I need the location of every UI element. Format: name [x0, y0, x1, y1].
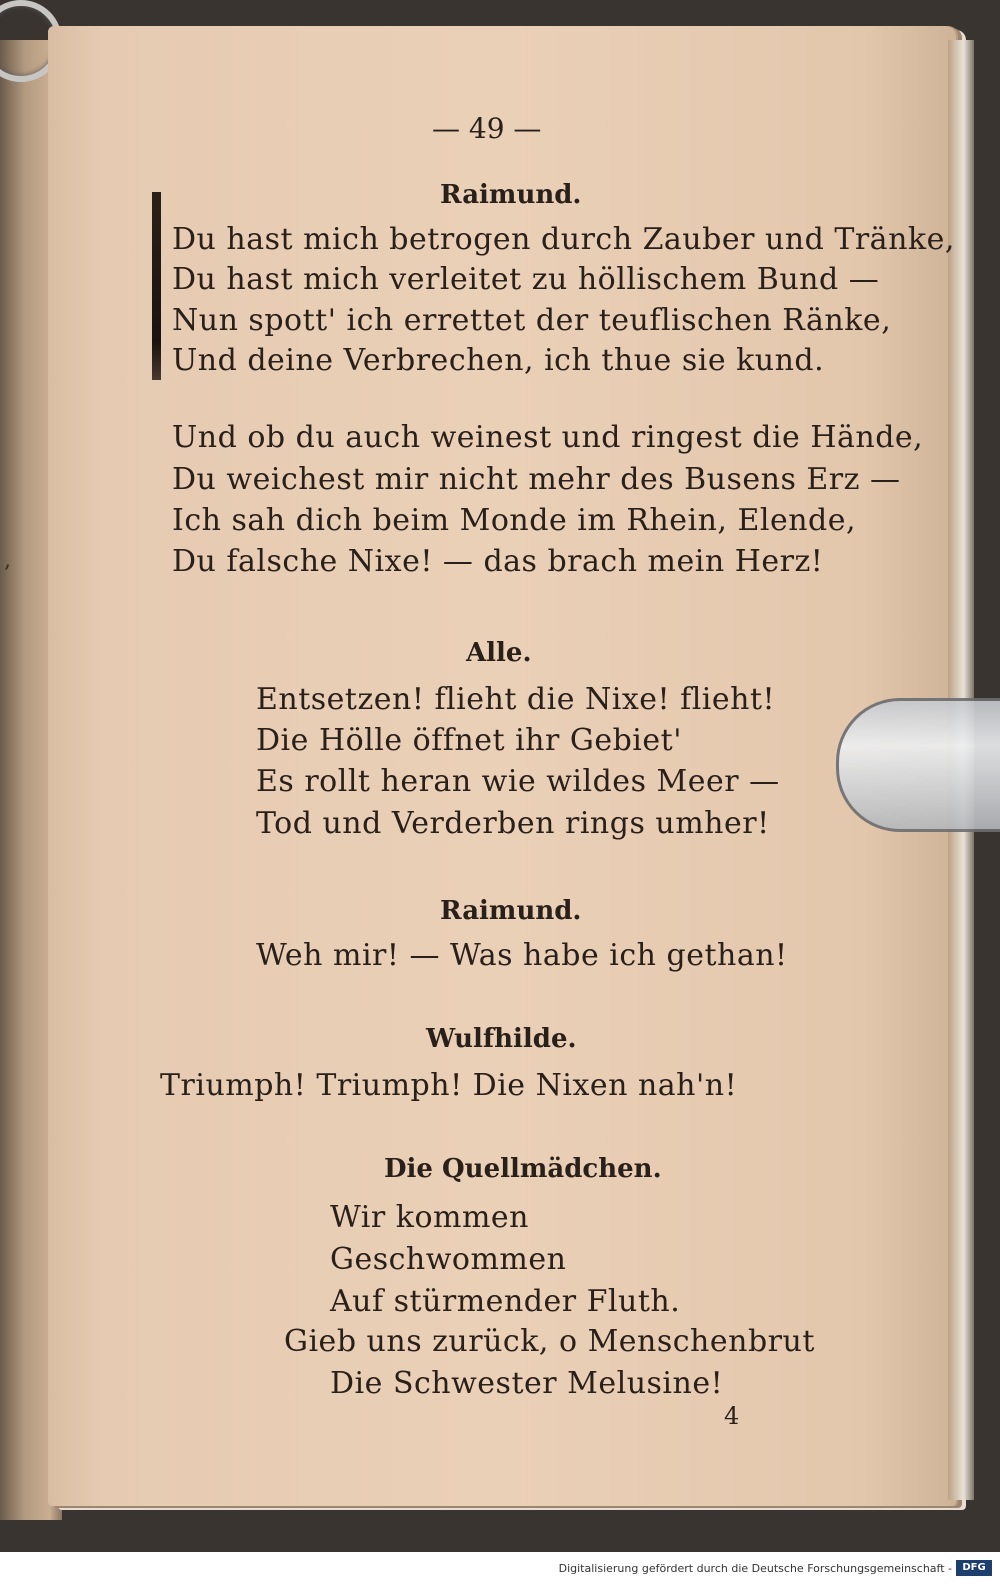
verse-line: Weh mir! — Was habe ich gethan!	[256, 938, 788, 973]
verse-line: Entsetzen! flieht die Nixe! flieht!	[256, 682, 776, 717]
dfg-logo: DFG	[956, 1560, 992, 1576]
page-header: — 49 —	[432, 112, 542, 145]
verse-line: Und deine Verbrechen, ich thue sie kund.	[172, 343, 825, 378]
verse-line: Tod und Verderben rings umher!	[256, 806, 770, 841]
sheet-number: 4	[724, 1402, 740, 1430]
verse-line: Triumph! Triumph! Die Nixen nah'n!	[160, 1068, 738, 1103]
verse-line: Du weichest mir nicht mehr des Busens Erz —	[172, 462, 901, 497]
verse-line: Auf stürmender Fluth.	[330, 1284, 681, 1319]
verse-line: Nun spott' ich errettet der teuflischen Ränke,	[172, 303, 892, 338]
speaker-label: Alle.	[466, 638, 532, 668]
verse-line: Und ob du auch weinest und ringest die Hände,	[172, 420, 924, 455]
speaker-label: Die Quellmädchen.	[384, 1154, 662, 1184]
verse-line: Du hast mich betrogen durch Zauber und Tränke,	[172, 222, 955, 257]
left-margin-mark: ,	[4, 548, 11, 573]
speaker-label: Raimund.	[440, 180, 582, 210]
verse-line: Die Schwester Melusine!	[330, 1366, 724, 1401]
verse-line: Du hast mich verleitet zu höllischem Bund —	[172, 262, 880, 297]
verse-line: Gieb uns zurück, o Menschenbrut	[284, 1324, 815, 1359]
speaker-label: Raimund.	[440, 896, 582, 926]
footer-text: Digitalisierung gefördert durch die Deutsche Forschungsgemeinschaft -	[558, 1562, 952, 1575]
margin-bar	[152, 192, 161, 380]
digitization-footer	[0, 1552, 1000, 1586]
verse-line: Wir kommen	[330, 1200, 529, 1235]
verse-line: Ich sah dich beim Monde im Rhein, Elende,	[172, 503, 857, 538]
verse-line: Die Hölle öffnet ihr Gebiet'	[256, 723, 682, 758]
verse-line: Es rollt heran wie wildes Meer —	[256, 764, 780, 799]
verse-line: Du falsche Nixe! — das brach mein Herz!	[172, 544, 824, 579]
verse-line: Geschwommen	[330, 1242, 567, 1277]
page-clip	[836, 698, 1000, 832]
speaker-label: Wulfhilde.	[426, 1024, 577, 1054]
